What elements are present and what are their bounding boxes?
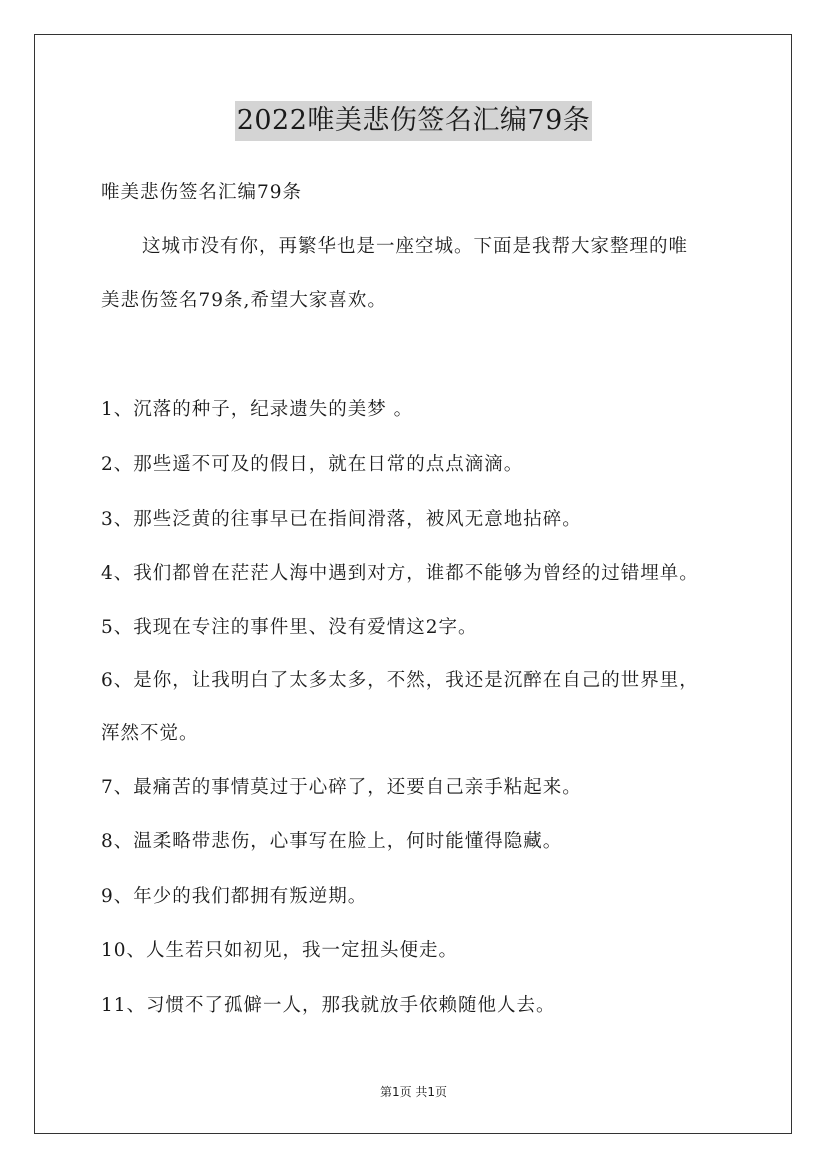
- list-item: 10、人生若只如初见，我一定扭头便走。: [101, 940, 459, 961]
- page-footer: 第1页 共1页: [379, 1085, 448, 1099]
- list-item: 9、年少的我们都拥有叛逆期。: [101, 886, 368, 907]
- intro-line: 这城市没有你，再繁华也是一座空城。下面是我帮大家整理的唯: [142, 236, 689, 257]
- list-item: 4、我们都曾在茫茫人海中遇到对方，谁都不能够为曾经的过错埋单。: [101, 563, 699, 584]
- list-item: 11、习惯不了孤僻一人，那我就放手依赖随他人去。: [101, 995, 556, 1016]
- list-item: 1、沉落的种子，纪录遗失的美梦 。: [101, 399, 414, 420]
- title-container: [0, 101, 827, 141]
- list-item-continuation: 浑然不觉。: [101, 723, 199, 744]
- list-item: 6、是你，让我明白了太多太多，不然，我还是沉醉在自己的世界里，: [101, 670, 699, 691]
- list-item: 8、温柔略带悲伤，心事写在脸上，何时能懂得隐藏。: [101, 831, 563, 852]
- list-item: 7、最痛苦的事情莫过于心碎了，还要自己亲手粘起来。: [101, 777, 582, 798]
- document-title: 2022唯美悲伤签名汇编79条: [235, 101, 593, 141]
- list-item: 3、那些泛黄的往事早已在指间滑落，被风无意地拈碎。: [101, 509, 582, 530]
- intro-line: 美悲伤签名79条,希望大家喜欢。: [101, 290, 387, 311]
- document-subtitle: 唯美悲伤签名汇编79条: [101, 182, 303, 203]
- list-item: 2、那些遥不可及的假日，就在日常的点点滴滴。: [101, 454, 524, 475]
- list-item: 5、我现在专注的事件里、没有爱情这2字。: [101, 617, 478, 638]
